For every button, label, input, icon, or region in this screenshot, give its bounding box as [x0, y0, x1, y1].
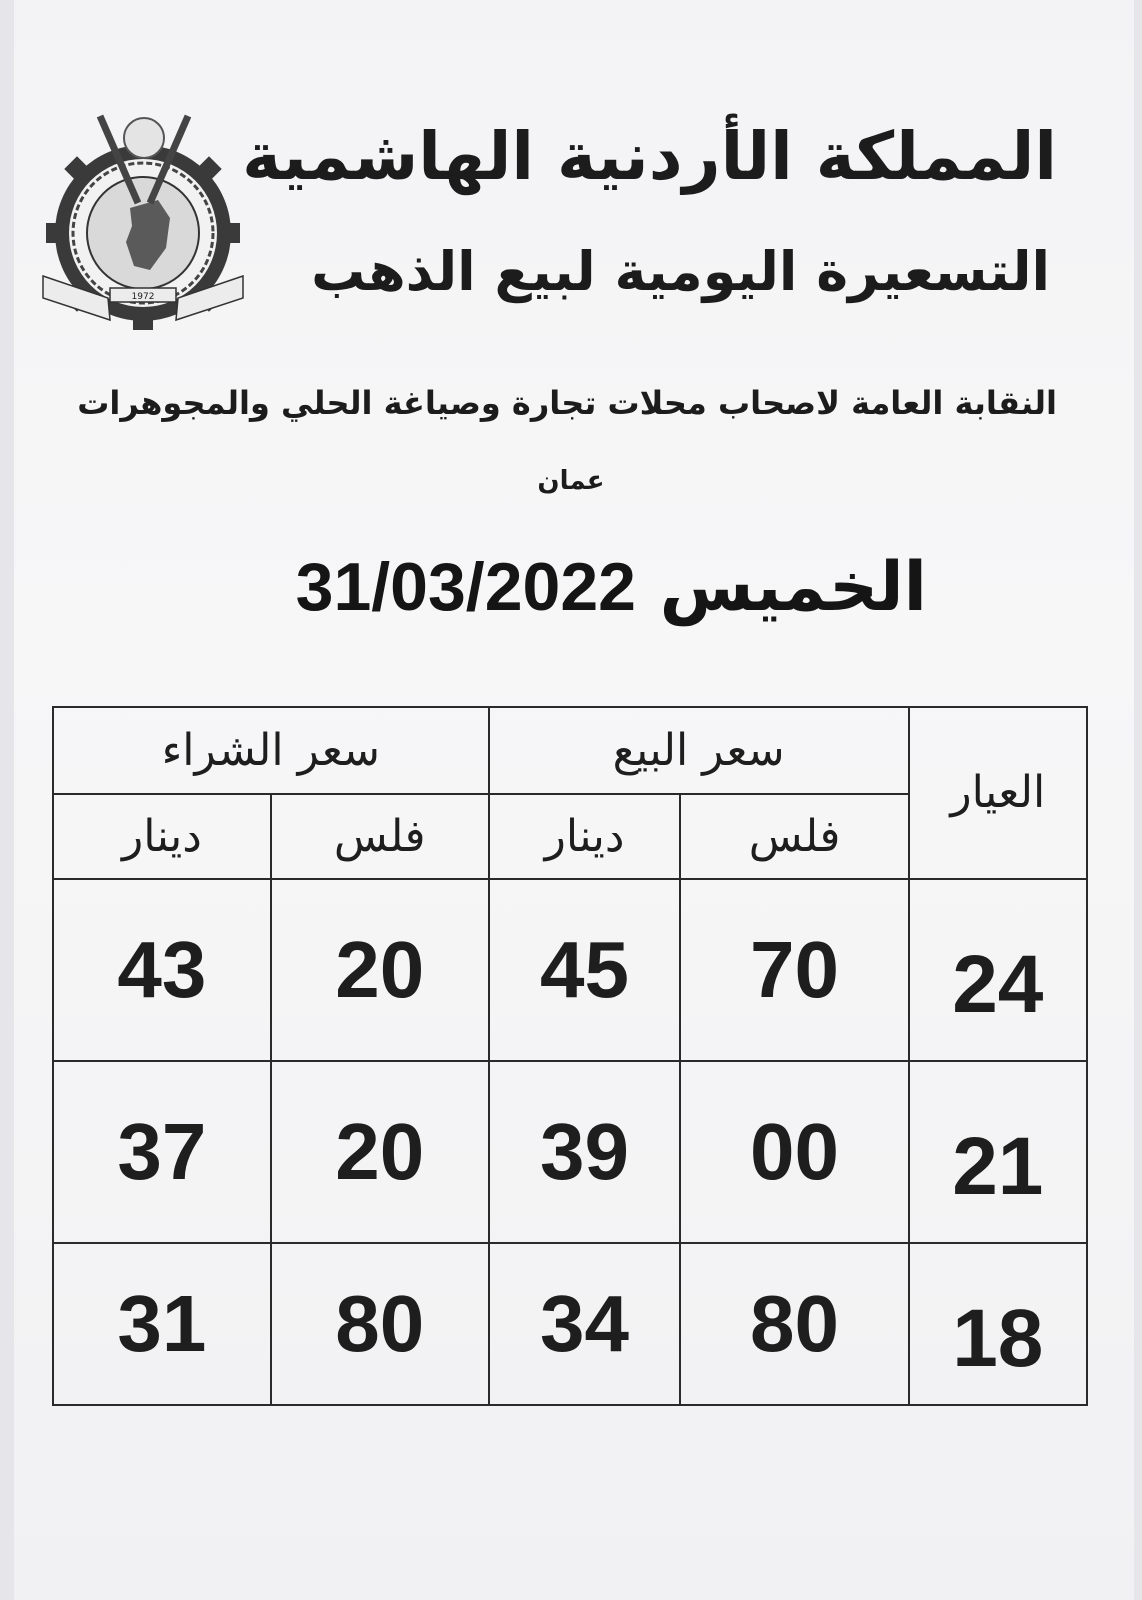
buy-fils-cell: 20: [271, 879, 489, 1061]
sell-fils-cell: 00: [680, 1061, 908, 1243]
organization-name: النقابة العامة لاصحاب محلات تجارة وصياغة الحلي والمجوهرات: [77, 384, 1057, 422]
sell-price-header: سعر البيع: [489, 707, 909, 794]
karat-cell: 24: [909, 879, 1087, 1061]
buy-fils-cell: 20: [271, 1061, 489, 1243]
date-value: 31/03/2022: [295, 549, 636, 625]
city-name: عمان: [537, 466, 605, 496]
sell-dinar-cell: 39: [489, 1061, 681, 1243]
gold-price-table: [52, 706, 1088, 1406]
emblem-year: 1972: [131, 292, 155, 302]
table-header-row: [53, 707, 1087, 794]
buy-fils-header: فلس: [271, 794, 489, 879]
karat-cell: 21: [909, 1061, 1087, 1243]
sell-fils-cell: 80: [680, 1243, 908, 1405]
table-row: [53, 879, 1087, 1061]
sell-dinar-header: دينار: [489, 794, 681, 879]
buy-dinar-header: دينار: [53, 794, 271, 879]
page-subtitle: التسعيرة اليومية لبيع الذهب: [311, 240, 1050, 303]
buy-dinar-cell: 37: [53, 1061, 271, 1243]
buy-dinar-cell: 43: [53, 879, 271, 1061]
syndicate-emblem-icon: [38, 108, 248, 333]
buy-dinar-cell: 31: [53, 1243, 271, 1405]
sell-fils-cell: 70: [680, 879, 908, 1061]
day-name: الخميس: [659, 548, 927, 627]
buy-price-header: سعر الشراء: [53, 707, 489, 794]
karat-cell: 18: [909, 1243, 1087, 1405]
sell-dinar-cell: 34: [489, 1243, 681, 1405]
table-row: [53, 1061, 1087, 1243]
table-row: [53, 1243, 1087, 1405]
karat-header: العيار: [909, 707, 1087, 879]
sell-fils-header: فلس: [680, 794, 908, 879]
sell-dinar-cell: 45: [489, 879, 681, 1061]
buy-fils-cell: 80: [271, 1243, 489, 1405]
page-title: المملكة الأردنية الهاشمية: [242, 118, 1057, 195]
date-line: [296, 548, 927, 627]
